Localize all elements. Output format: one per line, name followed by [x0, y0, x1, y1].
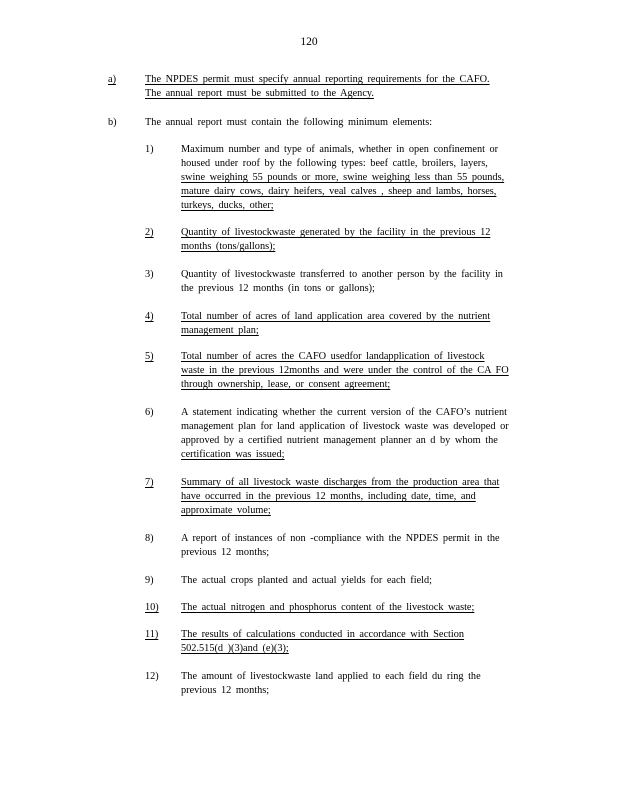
element-label: 7): [145, 477, 154, 488]
element-text-line: housed under roof by the following types: beef cattle, broilers, layers,: [181, 158, 488, 169]
element-text-line: Quantity of livestockwaste generated by the facility in the previous 12: [181, 227, 491, 238]
element-text-line: approved by a certified nutrient management planner an d by whom the: [181, 435, 498, 446]
element-text-line: The results of calculations conducted in accordance with Section: [181, 629, 465, 640]
element-text-line: The actual nitrogen and phosphorus content of the livestock waste;: [181, 602, 475, 613]
element-label: 1): [145, 144, 154, 155]
element-text-line: previous 12 months;: [181, 547, 270, 558]
element-text-line: A report of instances of non -compliance with the NPDES permit in the: [181, 533, 500, 544]
element-label: 11): [145, 629, 159, 640]
element-text-line: swine weighing 55 pounds or more, swine weighing less than 55 pounds,: [181, 172, 505, 183]
item-label: a): [108, 74, 116, 85]
page-number: 120: [300, 36, 318, 48]
element-text-line: have occurred in the previous 12 months, including date, time, and: [181, 491, 476, 502]
element-text-line: months (tons/gallons);: [181, 241, 276, 252]
element-text-line: Total number of acres the CAFO usedfor landapplication of livestock: [181, 351, 485, 362]
element-text-line: through ownership, lease, or consent agreement;: [181, 379, 391, 390]
item-label: b): [108, 117, 117, 128]
element-label: 4): [145, 311, 154, 322]
element-text-line: turkeys, ducks, other;: [181, 200, 274, 211]
element-text-line: The actual crops planted and actual yields for each field;: [181, 575, 433, 586]
element-text-line: certification was issued;: [181, 449, 285, 460]
item-text-line: The annual report must contain the following minimum elements:: [145, 117, 433, 128]
element-text-line: mature dairy cows, dairy heifers, veal calves , sheep and lambs, horses,: [181, 186, 497, 197]
element-text-line: A statement indicating whether the current version of the CAFO’s nutrient: [181, 407, 507, 418]
element-text-line: the previous 12 months (in tons or gallons);: [181, 283, 375, 294]
item-text-line: The annual report must be submitted to the Agency.: [145, 88, 374, 99]
element-text-line: The amount of livestockwaste land applied to each field du ring the: [181, 671, 481, 682]
element-text-line: Quantity of livestockwaste transferred to another person by the facility in: [181, 269, 503, 280]
element-text-line: previous 12 months;: [181, 685, 270, 696]
element-text-line: Total number of acres of land application area covered by the nutrient: [181, 311, 491, 322]
element-text-line: waste in the previous 12months and were under the control of the CA FO: [181, 365, 509, 376]
element-text-line: approximate volume;: [181, 505, 271, 516]
element-text-line: 502.515(d )(3)and (e)(3);: [181, 643, 289, 654]
item-text-line: The NPDES permit must specify annual reporting requirements for the CAFO.: [145, 74, 490, 85]
element-label: 3): [145, 269, 154, 280]
element-label: 9): [145, 575, 154, 586]
element-label: 12): [145, 671, 159, 682]
element-label: 5): [145, 351, 154, 362]
element-text-line: management plan for land application of livestock waste was developed or: [181, 421, 509, 432]
element-text-line: management plan;: [181, 325, 259, 336]
element-text-line: Summary of all livestock waste discharges from the production area that: [181, 477, 500, 488]
element-text-line: Maximum number and type of animals, whether in open confinement or: [181, 144, 499, 155]
element-label: 10): [145, 602, 159, 613]
element-label: 6): [145, 407, 154, 418]
element-label: 8): [145, 533, 154, 544]
element-label: 2): [145, 227, 154, 238]
